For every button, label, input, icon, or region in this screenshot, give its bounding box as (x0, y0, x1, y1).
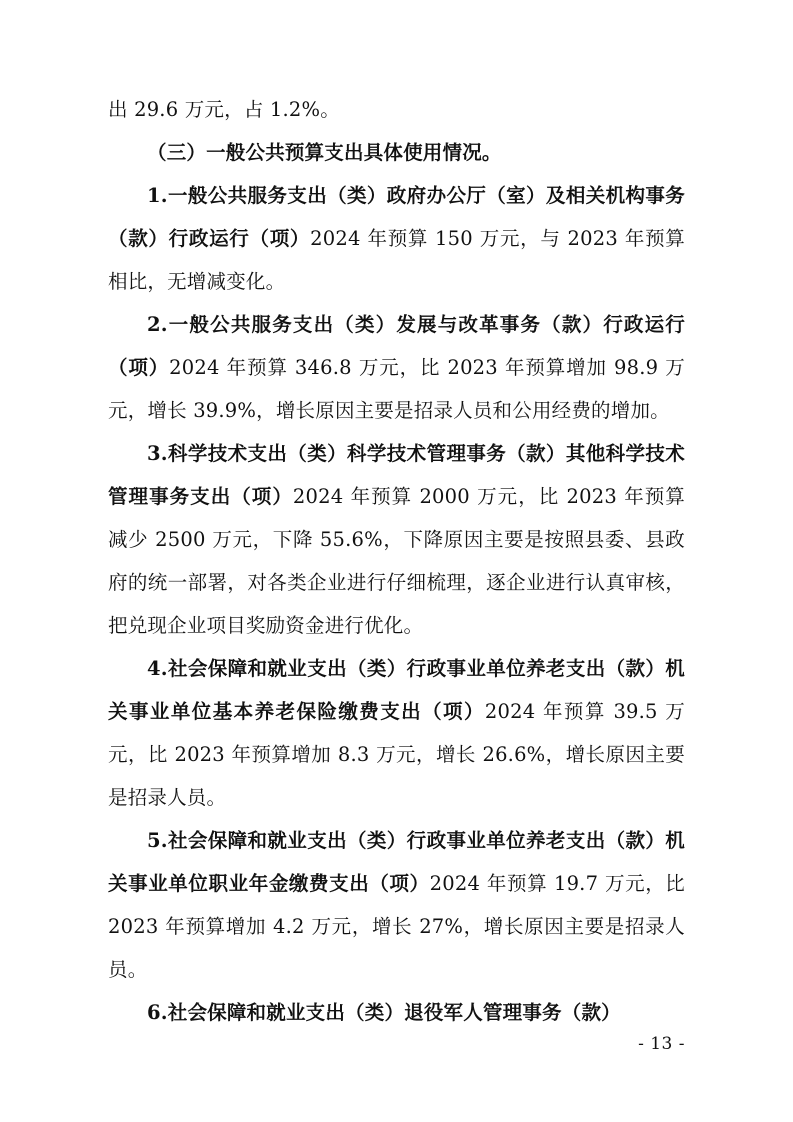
paragraph-run: 2024 年预算 2000 万元，比 2023 年预算减少 2500 万元，下降 55.6%，下降原因主要是按照县委、县政府的统一部署，对各类企业进行仔细梳理，逐企业进行认真审核，把兑现企业项目奖励资金进行优化。 (108, 485, 685, 637)
paragraph (108, 303, 685, 432)
paragraph-run-bold: 3.科学技术支出（类）科学技术管理事务（款）其他科学技术管理事务支出（项） (108, 442, 685, 508)
paragraph-run-bold: 5.社会保障和就业支出（类）行政事业单位养老支出（款）机关事业单位职业年金缴费支出（项） (108, 829, 685, 895)
paragraph (108, 991, 685, 1034)
paragraph (108, 647, 685, 819)
paragraph-run-bold: 4.社会保障和就业支出（类）行政事业单位养老支出（款）机关事业单位基本养老保险缴费支出（项） (108, 657, 685, 723)
paragraph-run: 2024 年预算 19.7 万元，比 2023 年预算增加 4.2 万元，增长 27%，增长原因主要是招录人员。 (108, 872, 685, 981)
paragraph-run: 2024 年预算 39.5 万元，比 2023 年预算增加 8.3 万元，增长 26.6%，增长原因主要是招录人员。 (108, 700, 685, 809)
paragraph-run: 出 29.6 万元，占 1.2%。 (108, 98, 340, 121)
page-number: - 13 - (638, 1034, 685, 1054)
paragraph-run-bold: 1.一般公共服务支出（类）政府办公厅（室）及相关机构事务（款）行政运行（项） (108, 184, 685, 250)
paragraph (108, 432, 685, 647)
paragraph (108, 174, 685, 303)
paragraph-run-bold: （三）一般公共预算支出具体使用情况。 (147, 141, 502, 164)
document-body (108, 88, 685, 1034)
paragraph-run: 2024 年预算 346.8 万元，比 2023 年预算增加 98.9 万元，增长 39.9%，增长原因主要是招录人员和公用经费的增加。 (108, 356, 685, 422)
paragraph (108, 88, 685, 131)
paragraph-run-bold: 6.社会保障和就业支出（类）退役军人管理事务（款） (147, 1001, 621, 1024)
paragraph (108, 131, 685, 174)
paragraph (108, 819, 685, 991)
paragraph-run-bold: 2.一般公共服务支出（类）发展与改革事务（款）行政运行（项） (108, 313, 685, 379)
paragraph-run: 2024 年预算 150 万元，与 2023 年预算相比，无增减变化。 (108, 227, 685, 293)
